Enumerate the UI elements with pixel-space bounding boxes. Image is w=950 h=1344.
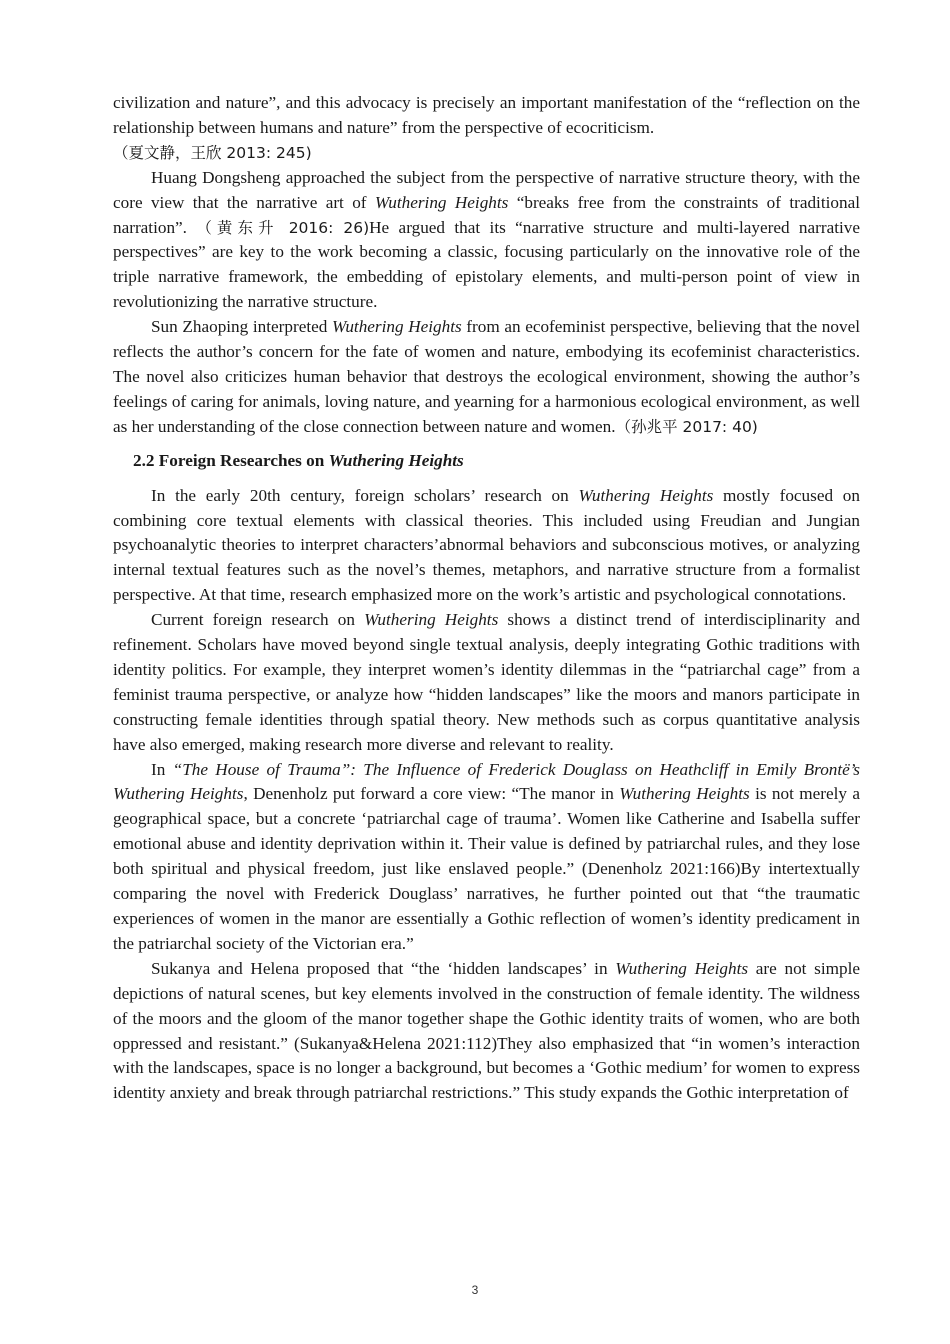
book-title: Wuthering Heights [619, 784, 750, 804]
citation: （孙兆平 2017: 40) [615, 417, 758, 436]
paragraph-ecocriticism: civilization and nature”, and this advocacy is precisely an important manifestation of the “reflection on the relationship between humans and nature” from the perspective of ecocriticism. （夏文静，王欣 2013: 245) [113, 93, 860, 162]
paragraph-early-research: In the early 20th century, foreign scholars’ research on Wuthering Heights mostly focused on combining core textual elements with classical theories. This included using Freudian and Jungian psychoanalytic theories to interpret characters’abnormal behaviors and subconscious motives, or analyzing internal textual features such as the novel’s themes, metaphors, and narrative structure from a formalist perspective. At that time, research emphasized more on the work’s artistic and psychological connotations. [113, 485, 860, 605]
book-title: Wuthering Heights [331, 317, 462, 337]
book-title: Wuthering Heights [615, 958, 749, 978]
document-page [113, 91, 860, 1106]
section-heading: 2.2 Foreign Researches on Wuthering Heights [133, 450, 464, 470]
page-number: 3 [471, 1283, 479, 1297]
article-title: “The House of Trauma”: The Influence of Frederick Douglass on Heathcliff in Emily Brontë’s Wuthering Heights [113, 759, 860, 804]
book-title: Wuthering Heights [364, 610, 499, 630]
book-title: Wuthering Heights [578, 485, 714, 505]
book-title: Wuthering Heights [374, 192, 509, 212]
paragraph-huang-dongsheng: Huang Dongsheng approached the subject from the perspective of narrative structure theory, with the core view that the narrative art of Wuthering Heights “breaks free from the constraints of traditional narration”. （黄东升 2016: 26)He argued that its “narrative structure and multi-layered narrative perspectives” are key to the work becoming a classic, focusing particularly on the innovative role of the triple narrative framework, the embedding of epistolary elements, and multi-person point of view in revolutionizing the narrative structure. [113, 167, 860, 312]
paragraph-sukanya-helena: Sukanya and Helena proposed that “the ‘hidden landscapes’ in Wuthering Heights are not simple depictions of natural scenes, but key elements involved in the construction of female identity. The wildness of the moors and the gloom of the manor together shape the Gothic identity traits of women, who are both oppressed and resistant.” (Sukanya&Helena 2021:112)They also emphasized that “in women’s interaction with the landscapes, space is no longer a background, but becomes a ‘Gothic medium’ for women to express identity anxiety and break through patriarchal restrictions.” This study expands the Gothic interpretation of [113, 958, 860, 1103]
paragraph-sun-zhaoping: Sun Zhaoping interpreted Wuthering Heights from an ecofeminist perspective, believing that the novel reflects the author’s concern for the fate of women and nature, embodying its ecofeminist characteristics. The novel also criticizes human behavior that destroys the ecological environment, showing the author’s feelings of caring for animals, loving nature, and yearning for a harmonious ecological environment, as well as her understanding of the close connection between nature and women.（孙兆平 2017: 40) [113, 317, 860, 436]
paragraph-current-research: Current foreign research on Wuthering Heights shows a distinct trend of interdisciplinarity and refinement. Scholars have moved beyond single textual analysis, deeply integrating Gothic traditions with identity politics. For example, they interpret women’s identity dilemmas in the “patriarchal cage” from a feminist trauma perspective, or analyze how “hidden landscapes” like the moors and manors participate in constructing female identities through spatial theory. New methods such as corpus quantitative analysis have also emerged, making research more diverse and relevant to reality. [113, 610, 860, 754]
paragraph-denenholz: In “The House of Trauma”: The Influence of Frederick Douglass on Heathcliff in Emily Brontë’s Wuthering Heights, Denenholz put forward a core view: “The manor in Wuthering Heights is not merely a geographical space, but a concrete ‘patriarchal cage of trauma’. Women like Catherine and Isabella suffer emotional abuse and identity deprivation within it. Their value is defined by patriarchal rules, and they lose both spiritual and physical freedom, just like enslaved people.” (Denenholz 2021:166)By intertextually comparing the novel with Frederick Douglass’ narratives, he further pointed out that “the traumatic experiences of women in the manor are essentially a Gothic reflection of women’s identity predicament in the patriarchal society of the Victorian era.” [113, 759, 860, 953]
citation: （夏文静，王欣 2013: 245) [113, 143, 312, 162]
citation: （黄东升 2016: 26) [196, 218, 370, 237]
